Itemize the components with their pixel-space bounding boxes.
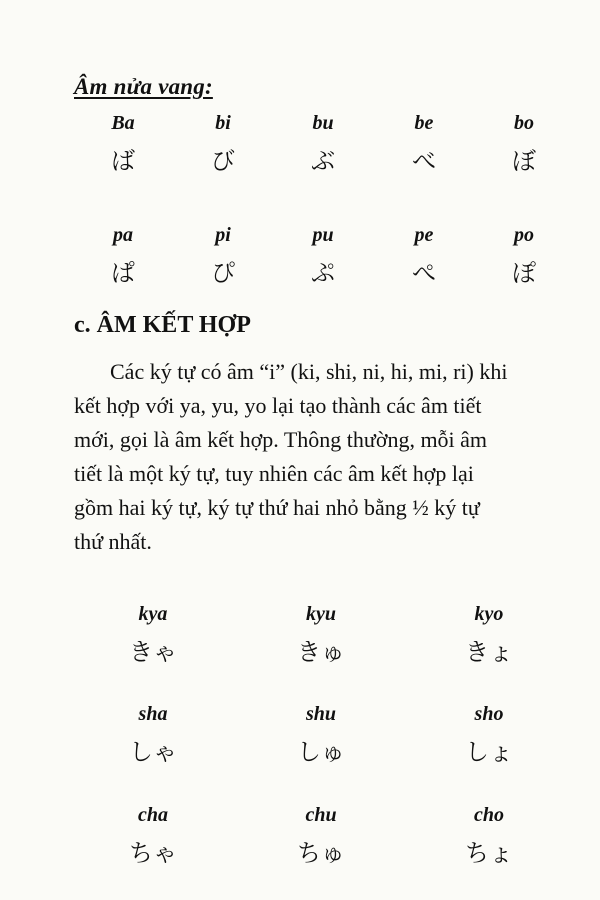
paragraph-line: Các ký tự có âm “i” (ki, shi, ni, hi, mi, ri) khi <box>110 359 508 384</box>
kana-char: ぱ <box>111 259 135 287</box>
romaji-label: pa <box>113 224 133 246</box>
romaji-label: shu <box>305 703 337 725</box>
paragraph-line: mới, gọi là âm kết hợp. Thông thường, mỗi âm <box>74 427 488 452</box>
romaji-label: sho <box>474 703 504 725</box>
kana-char: ぼ <box>512 147 536 175</box>
kana-char: ちゅ <box>297 839 345 867</box>
paragraph-line: kết hợp với ya, yu, yo lại tạo thành các âm tiết <box>74 393 482 418</box>
kana-char: きょ <box>465 638 513 666</box>
romaji-label: chu <box>305 804 337 826</box>
paragraph-line: gồm hai ký tự, ký tự thứ hai nhỏ bằng ½ ký tự <box>74 495 480 520</box>
kana-char: ぶ <box>311 147 335 175</box>
romaji-label: po <box>514 224 534 246</box>
romaji-label: cha <box>138 804 168 826</box>
paragraph-line: tiết là một ký tự, tuy nhiên các âm kết hợp lại <box>74 461 474 486</box>
romaji-label: kya <box>138 603 168 625</box>
kana-row-p <box>0 224 600 287</box>
romaji-label: bu <box>312 112 334 134</box>
kana-char: ぷ <box>311 259 335 287</box>
kana-char: しょ <box>465 738 513 766</box>
kana-char: ぽ <box>512 259 536 287</box>
romaji-label: sha <box>138 703 168 725</box>
paragraph-line: thứ nhất. <box>74 529 152 554</box>
kana-char: しゅ <box>297 738 345 766</box>
romaji-label: kyo <box>474 603 504 625</box>
combo-row-c <box>0 804 600 867</box>
kana-char: ちょ <box>465 839 513 867</box>
kana-char: ば <box>111 147 135 175</box>
kana-char: べ <box>412 147 436 175</box>
section-heading-am-ket-hop: c. ÂM KẾT HỢP <box>74 312 251 338</box>
romaji-label: bi <box>215 112 231 134</box>
kana-char: び <box>211 147 235 175</box>
kana-char: きゅ <box>297 638 345 666</box>
romaji-label: be <box>414 112 434 134</box>
combo-row-k <box>0 603 600 666</box>
kana-char: ぺ <box>412 259 436 287</box>
section-heading-am-nua-vang: Âm nửa vang: <box>74 74 213 99</box>
combo-row-s <box>0 703 600 766</box>
romaji-label: Ba <box>111 112 135 134</box>
kana-char: ちゃ <box>129 839 177 867</box>
romaji-label: kyu <box>306 603 336 625</box>
romaji-label: pu <box>312 224 334 246</box>
kana-char: ぴ <box>211 259 235 287</box>
romaji-label: bo <box>514 112 534 134</box>
romaji-label: cho <box>474 804 504 826</box>
romaji-label: pi <box>215 224 231 246</box>
romaji-label: pe <box>414 224 434 246</box>
kana-char: きゃ <box>129 638 177 666</box>
kana-row-b <box>0 112 600 175</box>
kana-char: しゃ <box>129 738 177 766</box>
